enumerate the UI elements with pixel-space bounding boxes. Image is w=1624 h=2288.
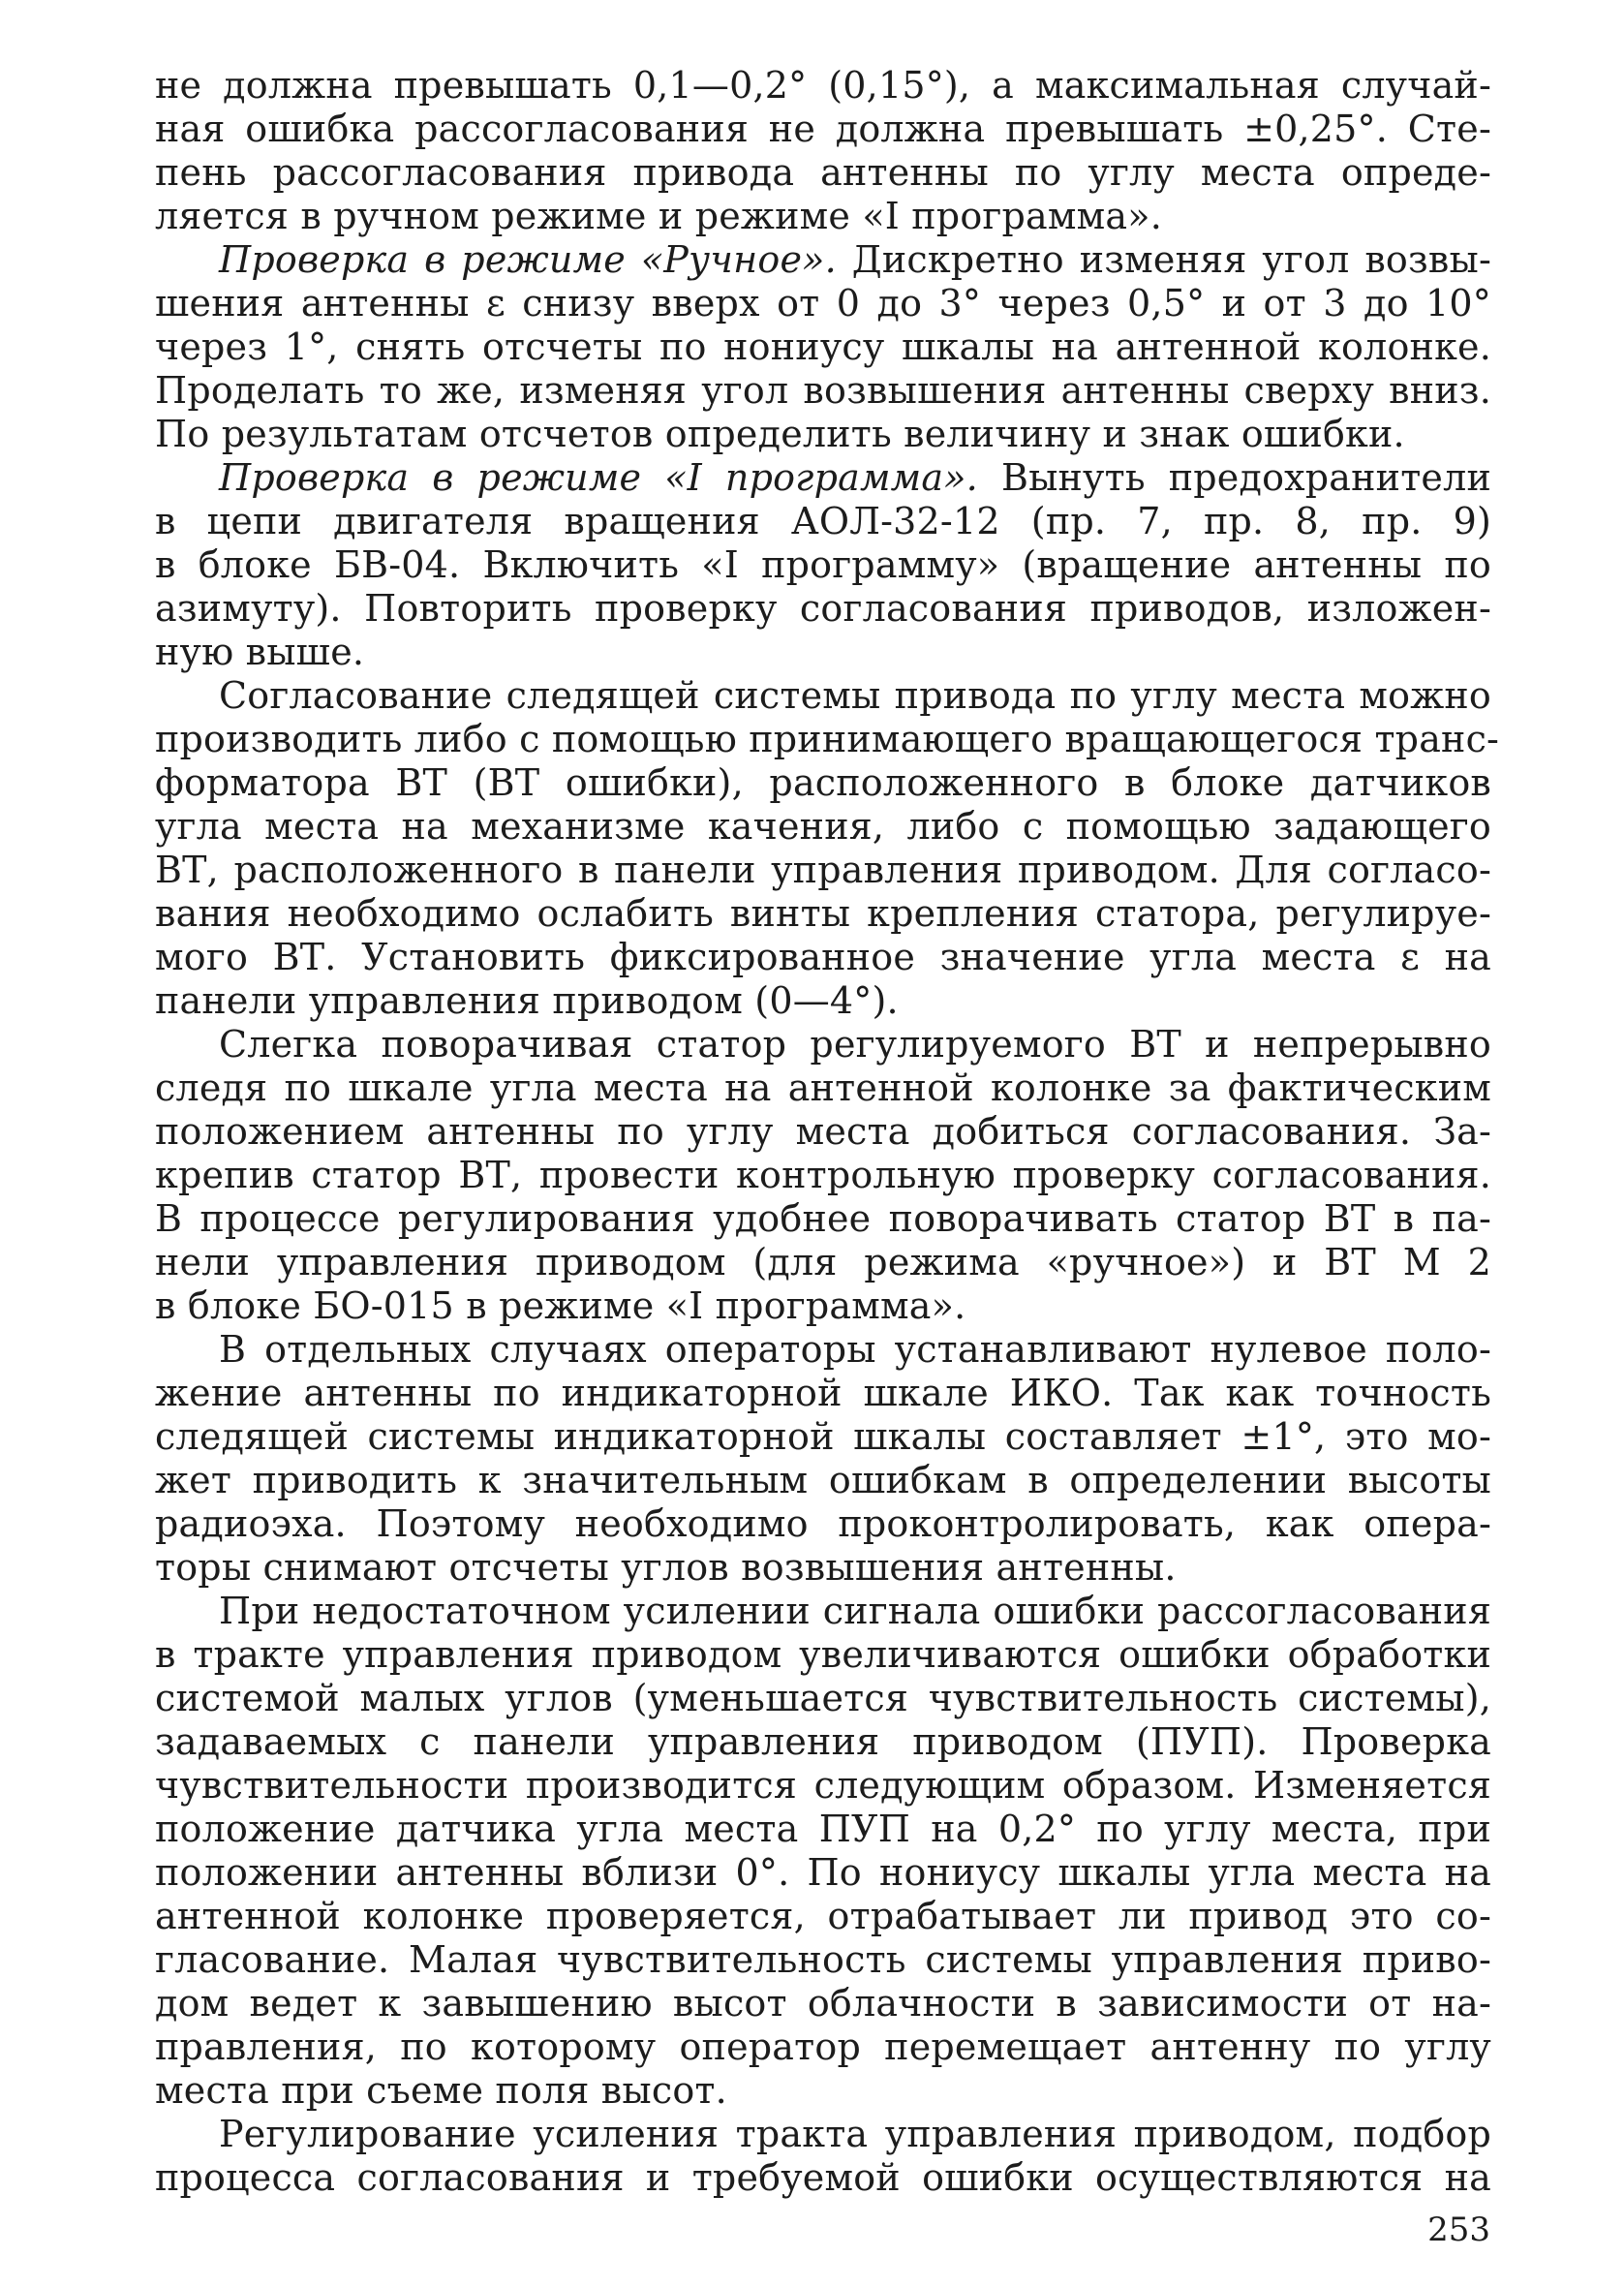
paragraph	[155, 64, 1491, 238]
text-segment: жет приводить к значительным ошибкам в определении высоты	[155, 1459, 1491, 1501]
text-segment: ляется в ручном режиме и режиме «I программа».	[155, 195, 1162, 237]
text-line	[155, 849, 1491, 892]
text-line	[155, 1110, 1491, 1154]
text-segment: Проделать то же, изменяя угол возвышения антенны сверху вниз.	[155, 369, 1491, 412]
text-line	[155, 1154, 1491, 1197]
text-line	[155, 1546, 1491, 1590]
text-segment: угла места на механизме качения, либо с помощью задающего	[155, 805, 1491, 848]
text-segment: гласование. Малая чувствительность системы управления приво-	[155, 1938, 1491, 1981]
text-line	[155, 892, 1491, 936]
text-segment: панели управления приводом (0—4°).	[155, 979, 899, 1022]
text-line	[155, 1241, 1491, 1284]
text-line	[155, 1895, 1491, 1938]
text-line	[155, 456, 1491, 500]
text-segment: дом ведет к завышению высот облачности в зависимости от на-	[155, 1982, 1491, 2025]
text-line	[155, 500, 1491, 543]
text-segment: следящей системы индикаторной шкалы составляет ±1°, это мо-	[155, 1415, 1491, 1458]
text-segment: азимуту). Повторить проверку согласования приводов, изложен-	[155, 587, 1491, 630]
text-segment: правления, по которому оператор перемещает антенну по углу	[155, 2025, 1491, 2068]
text-line	[155, 413, 1491, 456]
text-line	[155, 1197, 1491, 1241]
text-line	[155, 1328, 1491, 1372]
text-segment: Дискретно изменяя угол возвы-	[836, 238, 1492, 281]
text-line	[155, 1938, 1491, 1982]
text-segment: пень рассогласования привода антенны по углу места опреде-	[155, 151, 1491, 194]
text-segment: нели управления приводом (для режима «ручное») и ВТ М 2	[155, 1241, 1491, 1283]
text-segment: жение антенны по индикаторной шкале ИКО. Так как точность	[155, 1372, 1491, 1414]
paragraph	[155, 674, 1500, 1023]
text-segment: следя по шкале угла места на антенной колонке за фактическим	[155, 1067, 1491, 1109]
text-line	[155, 1023, 1491, 1067]
text-line	[155, 631, 1491, 674]
text-segment: При недостаточном усилении сигнала ошибки рассогласования	[219, 1590, 1491, 1632]
text-segment: Слегка поворачивая статор регулируемого ВТ и непрерывно	[219, 1023, 1491, 1066]
text-segment: Согласование следящей системы привода по углу места можно	[219, 674, 1491, 717]
page-body	[155, 64, 1500, 2200]
text-line	[155, 2069, 1491, 2113]
text-segment: радиоэха. Поэтому необходимо проконтролировать, как опера-	[155, 1502, 1491, 1545]
text-segment: ную выше.	[155, 631, 365, 673]
text-line	[155, 2025, 1491, 2069]
text-line	[155, 936, 1491, 979]
text-segment: Регулирование усиления тракта управления приводом, подбор	[219, 2113, 1491, 2155]
text-line	[155, 718, 1500, 761]
text-line	[155, 1590, 1491, 1633]
italic-heading-text: Проверка в режиме «Ручное».	[219, 238, 837, 281]
text-segment: чувствительности производится следующим образом. Изменяется	[155, 1764, 1491, 1807]
italic-heading-text: Проверка в режиме «I программа».	[219, 456, 978, 499]
text-segment: крепив статор ВТ, провести контрольную проверку согласования.	[155, 1154, 1491, 1196]
text-line	[155, 151, 1491, 195]
text-segment: задаваемых с панели управления приводом (ПУП). Проверка	[155, 1720, 1491, 1763]
text-line	[155, 108, 1491, 151]
text-segment: торы снимают отсчеты углов возвышения антенны.	[155, 1546, 1177, 1589]
text-line	[155, 761, 1491, 805]
text-segment: процесса согласования и требуемой ошибки осуществляются на	[155, 2156, 1491, 2199]
text-line	[155, 369, 1491, 413]
text-line	[155, 64, 1491, 108]
text-line	[155, 1851, 1491, 1895]
text-line	[155, 1720, 1491, 1764]
text-segment: производить либо с помощью принимающего вращающегося транс-	[155, 718, 1500, 760]
text-line	[155, 282, 1491, 325]
text-segment: места при съеме поля высот.	[155, 2069, 727, 2112]
page-number: 253	[1427, 2211, 1490, 2249]
text-line	[155, 325, 1491, 369]
text-segment: положением антенны по углу места добиться согласования. За-	[155, 1110, 1491, 1153]
text-line	[155, 1284, 1491, 1328]
paragraph	[155, 2113, 1491, 2200]
text-line	[155, 805, 1491, 849]
text-line	[155, 543, 1491, 587]
text-line	[155, 238, 1491, 282]
text-segment: в блоке БО-015 в режиме «I программа».	[155, 1284, 966, 1327]
text-line	[155, 1808, 1491, 1851]
text-segment: положении антенны вблизи 0°. По нониусу шкалы угла места на	[155, 1851, 1491, 1894]
text-segment: В отдельных случаях операторы устанавливают нулевое поло-	[219, 1328, 1491, 1371]
text-line	[155, 2156, 1491, 2200]
text-line	[155, 1502, 1491, 1546]
text-segment: положение датчика угла места ПУП на 0,2° по углу места, при	[155, 1808, 1491, 1850]
text-line	[155, 1372, 1491, 1415]
text-segment: ная ошибка рассогласования не должна превышать ±0,25°. Сте-	[155, 108, 1491, 150]
text-segment: не должна превышать 0,1—0,2° (0,15°), а максимальная случай-	[155, 64, 1491, 107]
text-segment: в цепи двигателя вращения АОЛ-32-12 (пр. 7, пр. 8, пр. 9)	[155, 500, 1491, 542]
text-line	[155, 2113, 1491, 2156]
text-segment: шения антенны ε снизу вверх от 0 до 3° через 0,5° и от 3 до 10°	[155, 282, 1491, 325]
text-line	[155, 195, 1491, 238]
text-line	[155, 1459, 1491, 1502]
text-line	[155, 1633, 1491, 1677]
paragraph	[155, 456, 1491, 674]
paragraph	[155, 1023, 1491, 1328]
paragraph	[155, 238, 1491, 456]
text-segment: в тракте управления приводом увеличиваются ошибки обработки	[155, 1633, 1491, 1676]
text-segment: системой малых углов (уменьшается чувствительность системы),	[155, 1677, 1491, 1719]
text-line	[155, 979, 1491, 1023]
text-line	[155, 587, 1491, 631]
text-line	[155, 674, 1491, 718]
paragraph	[155, 1590, 1491, 2113]
text-segment: в блоке БВ-04. Включить «I программу» (вращение антенны по	[155, 543, 1491, 586]
text-segment: мого ВТ. Установить фиксированное значение угла места ε на	[155, 936, 1491, 978]
text-segment: через 1°, снять отсчеты по нониусу шкалы на антенной колонке.	[155, 325, 1491, 368]
text-segment: антенной колонке проверяется, отрабатывает ли привод это со-	[155, 1895, 1491, 1937]
text-segment: По результатам отсчетов определить величину и знак ошибки.	[155, 413, 1405, 455]
text-segment: форматора ВТ (ВТ ошибки), расположенного в блоке датчиков	[155, 761, 1491, 804]
text-segment: В процессе регулирования удобнее поворачивать статор ВТ в па-	[155, 1197, 1491, 1240]
paragraph	[155, 1328, 1491, 1590]
text-line	[155, 1677, 1491, 1720]
text-segment: вания необходимо ослабить винты крепления статора, регулируе-	[155, 892, 1491, 935]
text-line	[155, 1764, 1491, 1808]
text-line	[155, 1982, 1491, 2025]
text-line	[155, 1415, 1491, 1459]
text-segment: ВТ, расположенного в панели управления приводом. Для согласо-	[155, 849, 1491, 891]
text-line	[155, 1067, 1491, 1110]
text-segment: Вынуть предохранители	[977, 456, 1491, 499]
